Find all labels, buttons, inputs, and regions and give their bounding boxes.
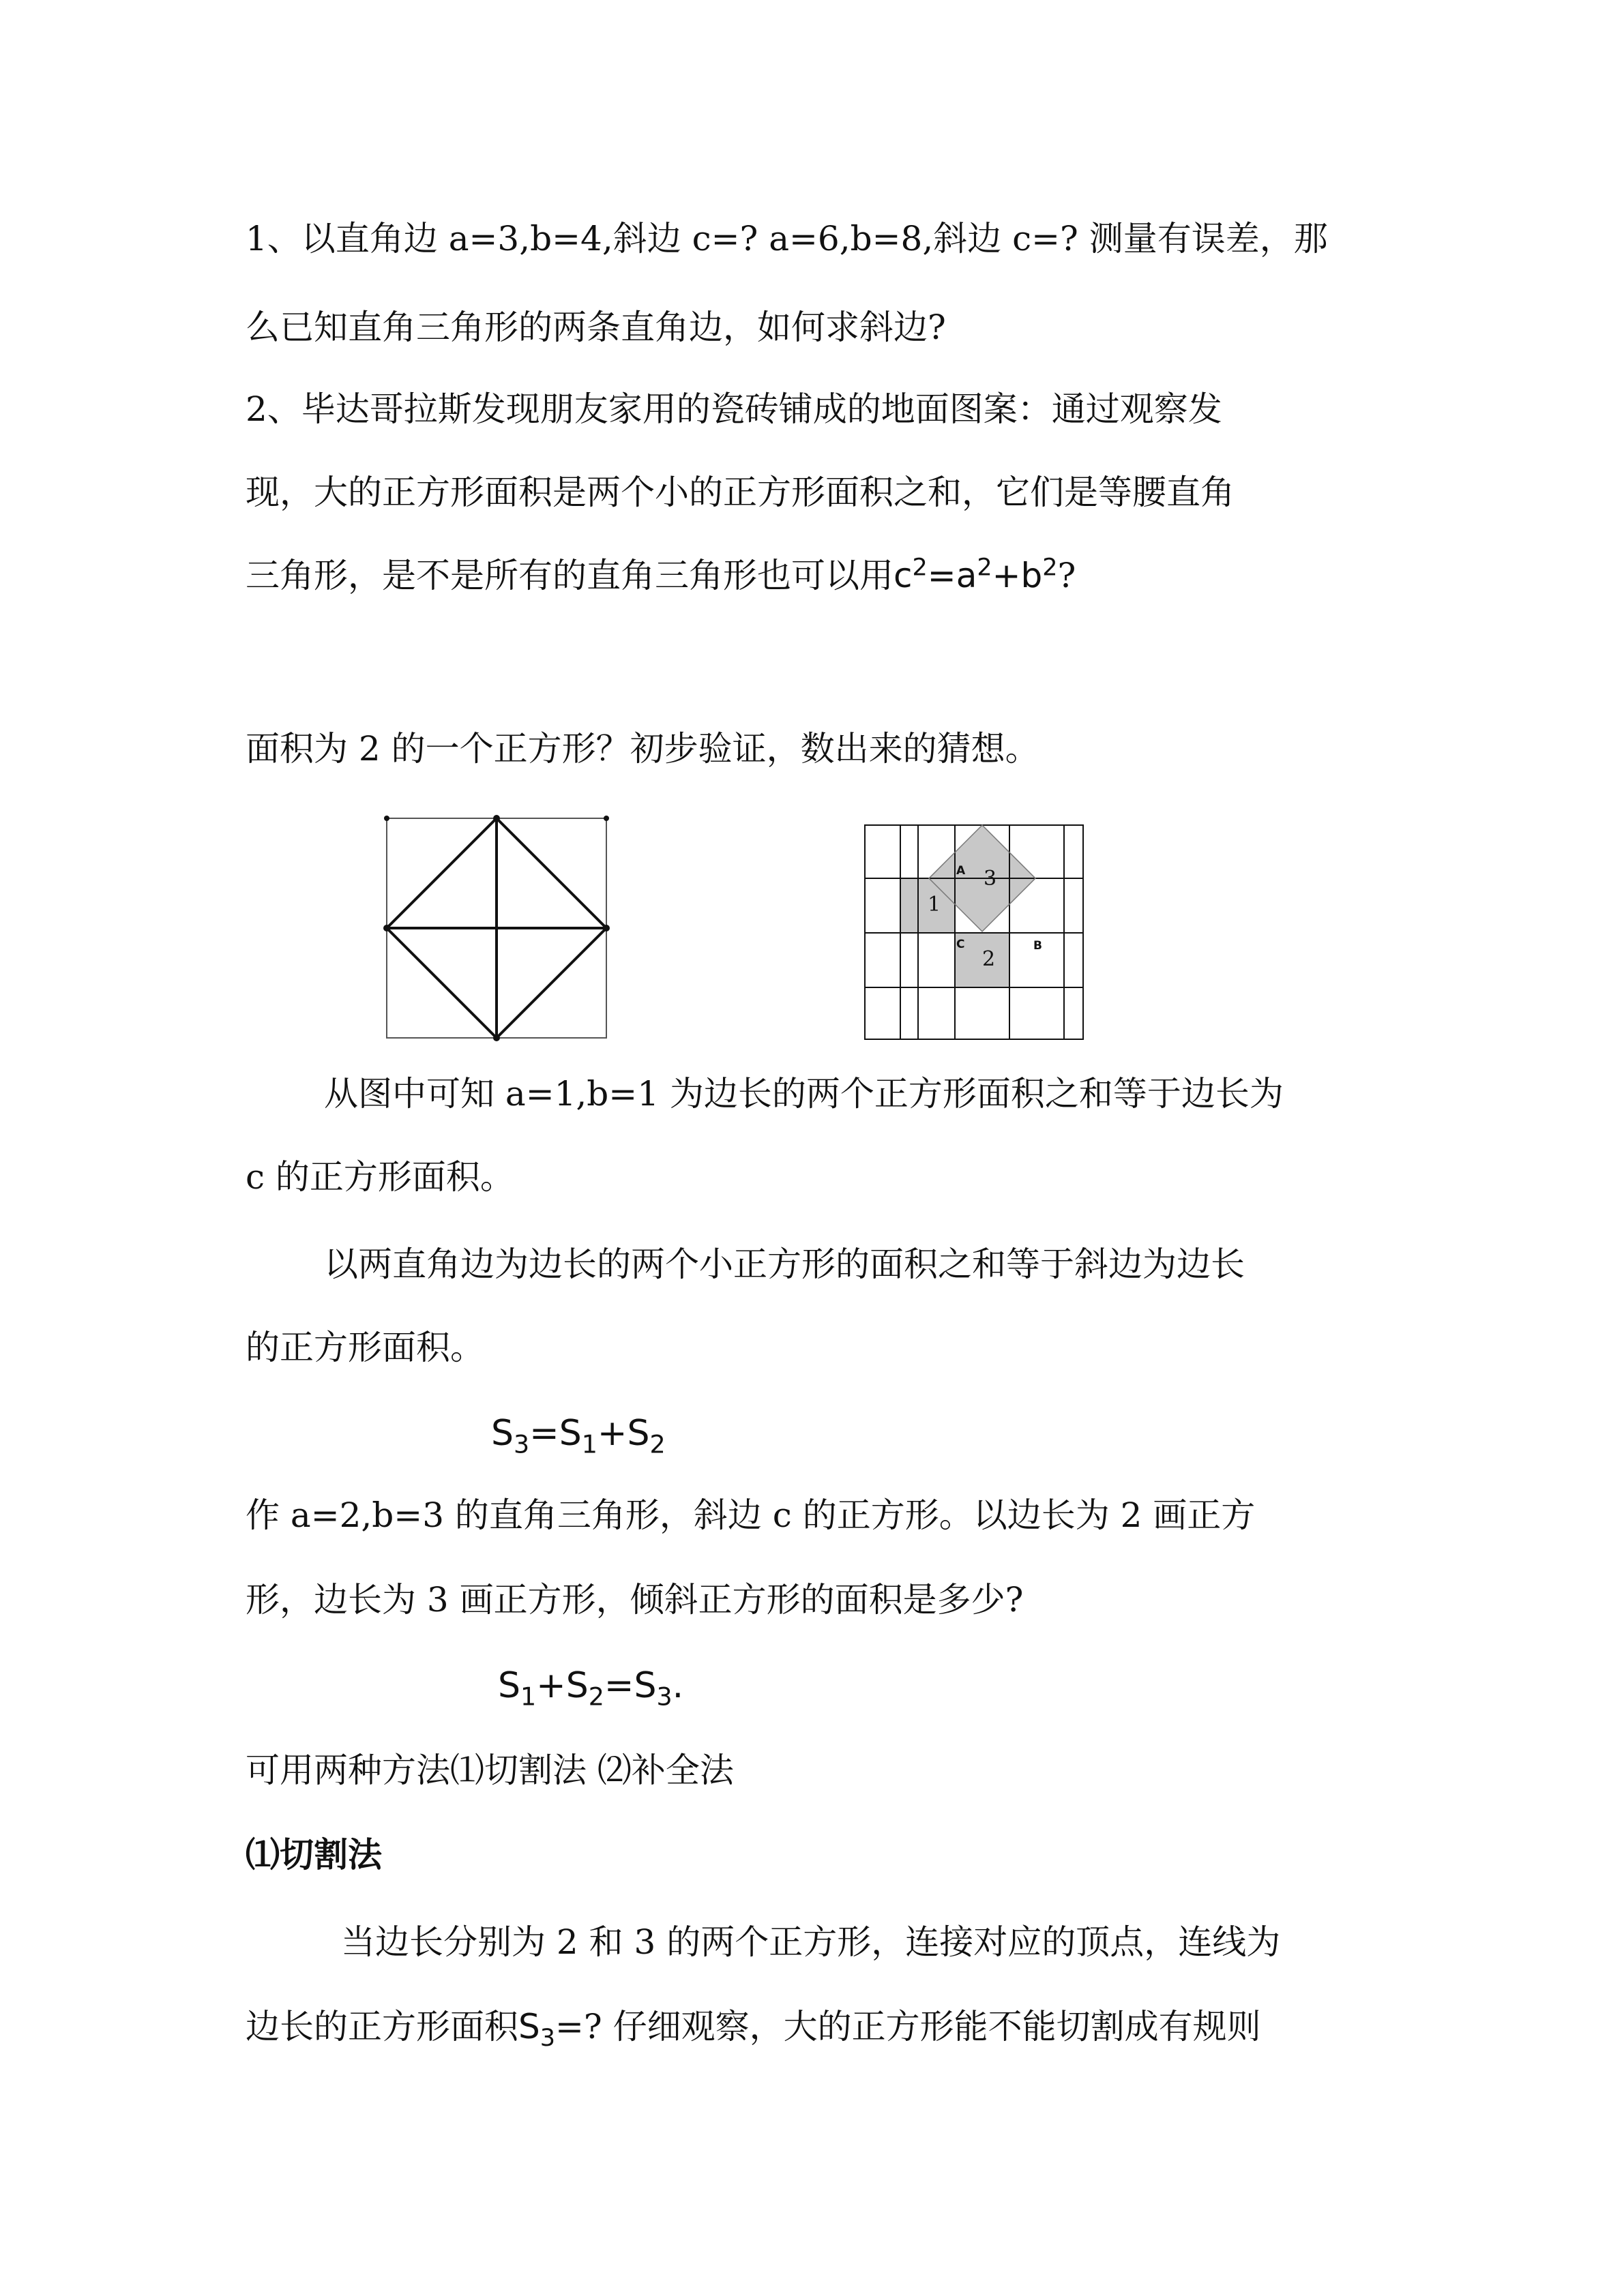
question-1-line-1: 1、以直角边 a=3,b=4,斜边 c=? a=6,b=8,斜边 c=? 测量有误差，那 — [246, 219, 1328, 258]
question-1-line-2: 么已知直角三角形的两条直角边，如何求斜边? — [246, 308, 946, 347]
figure-square-diamond — [379, 811, 617, 1043]
label-one: 1 — [928, 893, 941, 916]
question-mark: ? — [1057, 556, 1076, 595]
cutting-line-2: 边长的正方形面积$S_3=$? 仔细观察，大的正方形能不能切割成有规则 — [246, 2007, 1261, 2052]
equation-s3-equals: $S_3=S_1+S_2$ — [491, 1413, 666, 1459]
construction-line-1: 作 a=2,b=3 的直角三角形，斜边 c 的正方形。以边长为 2 画正方 — [246, 1495, 1256, 1535]
cutting-line-1: 当边长分别为 2 和 3 的两个正方形，连接对应的顶点，连线为 — [341, 1922, 1281, 1962]
conclusion-line-1: 以两直角边为边长的两个小正方形的面积之和等于斜边为边长 — [324, 1244, 1245, 1284]
square-area-2-line: 面积为 2 的一个正方形？初步验证，数出来的猜想。 — [246, 729, 1039, 769]
s3-inline-symbol: $S_3$ — [518, 2007, 556, 2052]
question-2-line-3 — [246, 554, 1076, 597]
label-point-c: C — [956, 938, 965, 951]
question-2-line-3-text: 三角形，是不是所有的直角三角形也可以用 — [246, 556, 894, 595]
section-heading-cutting: ⑴切割法 — [246, 1834, 382, 1875]
figure-grid-squares — [859, 818, 1091, 1043]
pythagorean-formula: $c^2=a^2+b^2$ — [894, 554, 1058, 595]
construction-line-2: 形，边长为 3 画正方形，倾斜正方形的面积是多少? — [246, 1580, 1024, 1620]
observation-line-1: 从图中可知 a=1,b=1 为边长的两个正方形面积之和等于边长为 — [324, 1074, 1284, 1114]
label-two: 2 — [982, 947, 996, 971]
conclusion-line-2: 的正方形面积。 — [246, 1328, 484, 1367]
observation-line-2: c 的正方形面积。 — [246, 1157, 514, 1197]
label-point-b: B — [1033, 939, 1042, 953]
question-2-line-2: 现，大的正方形面积是两个小的正方形面积之和，它们是等腰直角 — [246, 473, 1235, 512]
label-three: 3 — [984, 867, 997, 891]
equation-s1-plus-s2: $S_1+S_2=S_3$. — [498, 1665, 684, 1712]
label-point-a: A — [956, 864, 966, 878]
methods-line: 可用两种方法⑴切割法 ⑵补全法 — [246, 1750, 734, 1790]
question-2-line-1: 2、毕达哥拉斯发现朋友家用的瓷砖铺成的地面图案：通过观察发 — [246, 389, 1222, 429]
